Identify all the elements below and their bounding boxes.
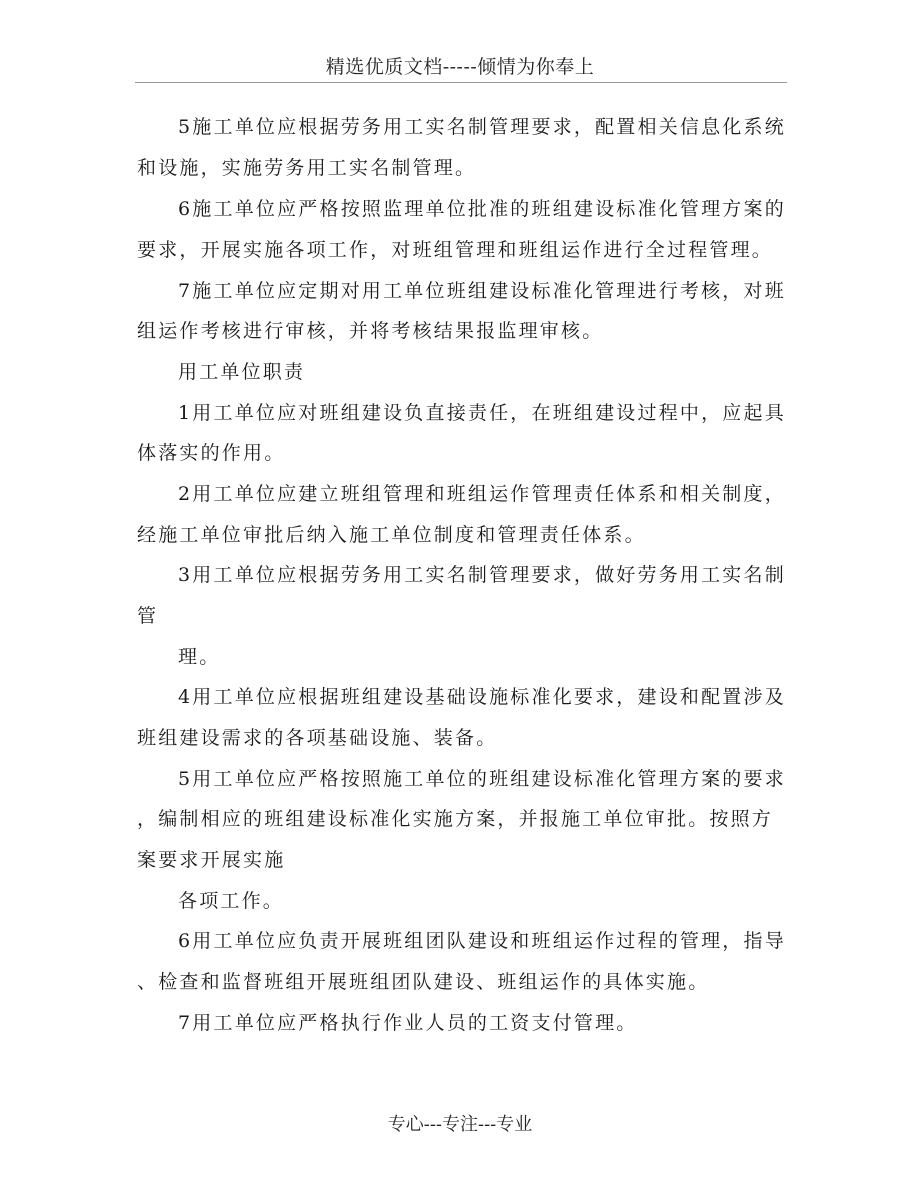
body-line: 4用工单位应根据班组建设基础设施标准化要求，建设和配置涉及 — [178, 686, 786, 708]
body-line: 和设施，实施劳务用工实名制管理。 — [137, 157, 477, 179]
body-line: 班组建设需求的各项基础设施、装备。 — [137, 727, 498, 749]
header-divider — [135, 82, 787, 83]
body-line: 7用工单位应严格执行作业人员的工资支付管理。 — [178, 1012, 638, 1034]
body-line: 各项工作。 — [178, 890, 285, 912]
section-heading: 用工单位职责 — [178, 361, 306, 383]
body-line: 理。 — [178, 646, 221, 668]
page-header-title: 精选优质文档-----倾情为你奉上 — [325, 56, 595, 78]
body-line: 3用工单位应根据劳务用工实名制管理要求，做好劳务用工实名制 — [178, 564, 786, 586]
body-line: 5施工单位应根据劳务用工实名制管理要求，配置相关信息化系统 — [178, 116, 786, 138]
body-line: 5用工单位应严格按照施工单位的班组建设标准化管理方案的要求 — [178, 768, 786, 790]
body-line: 2用工单位应建立班组管理和班组运作管理责任体系和相关制度， — [178, 483, 786, 505]
body-line: 要求，开展实施各项工作，对班组管理和班组运作进行全过程管理。 — [137, 239, 774, 261]
body-line: 案要求开展实施 — [137, 849, 286, 871]
body-line: 1用工单位应对班组建设负直接责任，在班组建设过程中，应起具 — [178, 402, 786, 424]
body-line: 经施工单位审批后纳入施工单位制度和管理责任体系。 — [137, 524, 646, 546]
body-line: 管 — [137, 605, 159, 627]
body-line: 组运作考核进行审核，并将考核结果报监理审核。 — [137, 320, 604, 342]
body-line: ，编制相应的班组建设标准化实施方案，并报施工单位审批。按照方 — [137, 808, 774, 830]
body-line: 6用工单位应负责开展班组团队建设和班组运作过程的管理，指导 — [178, 930, 786, 952]
body-line: 6施工单位应严格按照监理单位批准的班组建设标准化管理方案的 — [178, 198, 786, 220]
body-line: 、检查和监督班组开展班组团队建设、班组运作的具体实施。 — [137, 971, 710, 993]
body-line: 体落实的作用。 — [137, 442, 286, 464]
body-line: 7施工单位应定期对用工单位班组建设标准化管理进行考核，对班 — [178, 280, 786, 302]
page-footer: 专心---专注---专业 — [387, 1114, 533, 1135]
